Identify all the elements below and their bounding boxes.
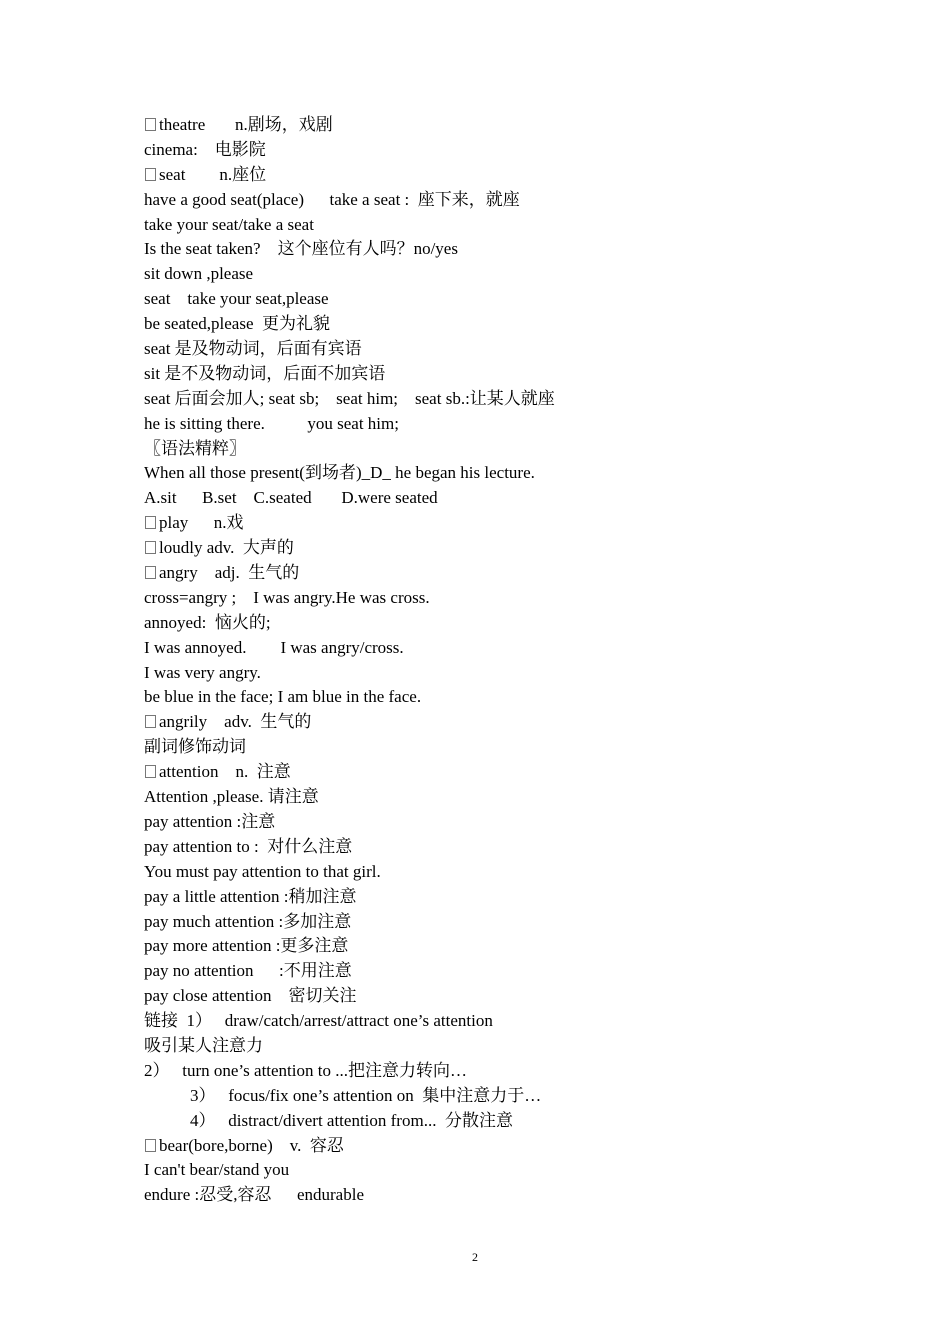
text-line bbox=[144, 138, 864, 163]
text-line bbox=[144, 188, 864, 213]
line-text: 链接 1） draw/catch/arrest/attract one’s attention bbox=[144, 1011, 493, 1031]
text-line bbox=[144, 163, 864, 188]
square-bullet-icon bbox=[145, 765, 156, 778]
text-line bbox=[144, 685, 864, 710]
line-text: 吸引某人注意力 bbox=[144, 1035, 263, 1055]
text-line bbox=[144, 735, 864, 760]
page-number: 2 bbox=[472, 1250, 478, 1264]
text-line bbox=[144, 412, 864, 437]
text-line bbox=[144, 934, 864, 959]
line-text: When all those present(到场者)_D_ he began his lecture. bbox=[144, 463, 535, 483]
line-text: Is the seat taken? 这个座位有人吗？no/yes bbox=[144, 239, 458, 259]
line-text: A.sit B.set C.seated D.were seated bbox=[144, 488, 438, 508]
text-line bbox=[144, 536, 864, 561]
square-bullet-icon bbox=[145, 168, 156, 181]
line-text: have a good seat(place) take a seat : 座下来，就座 bbox=[144, 189, 520, 209]
line-text: cross=angry ; I was angry.He was cross. bbox=[144, 587, 430, 607]
line-text: cinema: 电影院 bbox=[144, 139, 266, 159]
line-text: pay much attention :多加注意 bbox=[144, 911, 352, 931]
line-text: I can't bear/stand you bbox=[144, 1160, 290, 1180]
line-text: loudly adv. 大声的 bbox=[159, 538, 294, 558]
line-text: seat 后面会加人; seat sb; seat him; seat sb.:让某人就座 bbox=[144, 388, 555, 408]
text-line bbox=[144, 287, 864, 312]
text-line bbox=[144, 1084, 864, 1109]
text-line bbox=[144, 237, 864, 262]
line-text: be blue in the face; I am blue in the face. bbox=[144, 687, 422, 707]
line-text: angrily adv. 生气的 bbox=[159, 712, 312, 732]
text-line bbox=[144, 760, 864, 785]
line-text: be seated,please 更为礼貌 bbox=[144, 314, 330, 334]
text-line bbox=[144, 710, 864, 735]
line-text: You must pay attention to that girl. bbox=[144, 861, 381, 881]
line-text: take your seat/take a seat bbox=[144, 214, 314, 234]
line-text: endure :忍受,容忍 endurable bbox=[144, 1185, 364, 1205]
line-text: pay attention to : 对什么注意 bbox=[144, 836, 353, 856]
text-line bbox=[144, 611, 864, 636]
line-text: bear(bore,borne) v. 容忍 bbox=[159, 1135, 344, 1155]
text-line bbox=[144, 1009, 864, 1034]
text-line bbox=[144, 661, 864, 686]
text-line bbox=[144, 362, 864, 387]
text-line bbox=[144, 262, 864, 287]
line-text: he is sitting there. you seat him; bbox=[144, 413, 399, 433]
text-line bbox=[144, 1183, 864, 1208]
square-bullet-icon bbox=[145, 566, 156, 579]
line-text: pay more attention :更多注意 bbox=[144, 936, 349, 956]
line-text: seat take your seat,please bbox=[144, 289, 329, 309]
text-line bbox=[144, 461, 864, 486]
line-text: 2） turn one’s attention to ...把注意力转向… bbox=[144, 1060, 467, 1080]
line-text: theatre n.剧场，戏剧 bbox=[159, 115, 333, 134]
text-line bbox=[144, 113, 864, 138]
line-text: pay no attention :不用注意 bbox=[144, 961, 352, 981]
text-line bbox=[144, 959, 864, 984]
text-line bbox=[144, 885, 864, 910]
square-bullet-icon bbox=[145, 715, 156, 728]
text-line bbox=[144, 561, 864, 586]
line-text: pay close attention 密切关注 bbox=[144, 986, 357, 1006]
text-line bbox=[144, 1059, 864, 1084]
text-line bbox=[144, 337, 864, 362]
line-text: I was very angry. bbox=[144, 662, 261, 682]
text-line bbox=[144, 1109, 864, 1134]
text-line bbox=[144, 910, 864, 935]
text-line bbox=[144, 1034, 864, 1059]
text-line bbox=[144, 860, 864, 885]
text-line bbox=[144, 835, 864, 860]
line-text: sit down ,please bbox=[144, 264, 254, 284]
square-bullet-icon bbox=[145, 541, 156, 554]
text-line bbox=[144, 511, 864, 536]
line-text: angry adj. 生气的 bbox=[159, 563, 300, 583]
text-line bbox=[144, 1134, 864, 1159]
line-text: sit 是不及物动词，后面不加宾语 bbox=[144, 363, 386, 383]
line-text: annoyed: 恼火的; bbox=[144, 612, 271, 632]
text-line bbox=[144, 636, 864, 661]
square-bullet-icon bbox=[145, 1139, 156, 1152]
line-text: 3） focus/fix one’s attention on 集中注意力于… bbox=[190, 1085, 542, 1105]
line-text: 副词修饰动词 bbox=[144, 737, 246, 757]
line-text: attention n. 注意 bbox=[159, 762, 291, 782]
text-line bbox=[144, 437, 864, 462]
text-line bbox=[144, 810, 864, 835]
text-line bbox=[144, 984, 864, 1009]
document-body bbox=[144, 113, 864, 1208]
text-line bbox=[144, 387, 864, 412]
text-line bbox=[144, 1158, 864, 1183]
line-text: pay attention :注意 bbox=[144, 811, 276, 831]
line-text: Attention ,please. 请注意 bbox=[144, 787, 319, 807]
line-text: 〖语法精粹〗 bbox=[144, 438, 246, 458]
square-bullet-icon bbox=[145, 516, 156, 529]
text-line bbox=[144, 785, 864, 810]
line-text: play n.戏 bbox=[159, 513, 244, 533]
text-line bbox=[144, 213, 864, 238]
line-text: I was annoyed. I was angry/cross. bbox=[144, 637, 404, 657]
line-text: seat n.座位 bbox=[159, 164, 267, 184]
square-bullet-icon bbox=[145, 118, 156, 131]
line-text: 4） distract/divert attention from... 分散注意 bbox=[190, 1110, 513, 1130]
text-line bbox=[144, 486, 864, 511]
line-text: pay a little attention :稍加注意 bbox=[144, 886, 357, 906]
text-line bbox=[144, 312, 864, 337]
line-text: seat 是及物动词，后面有宾语 bbox=[144, 339, 362, 359]
text-line bbox=[144, 586, 864, 611]
